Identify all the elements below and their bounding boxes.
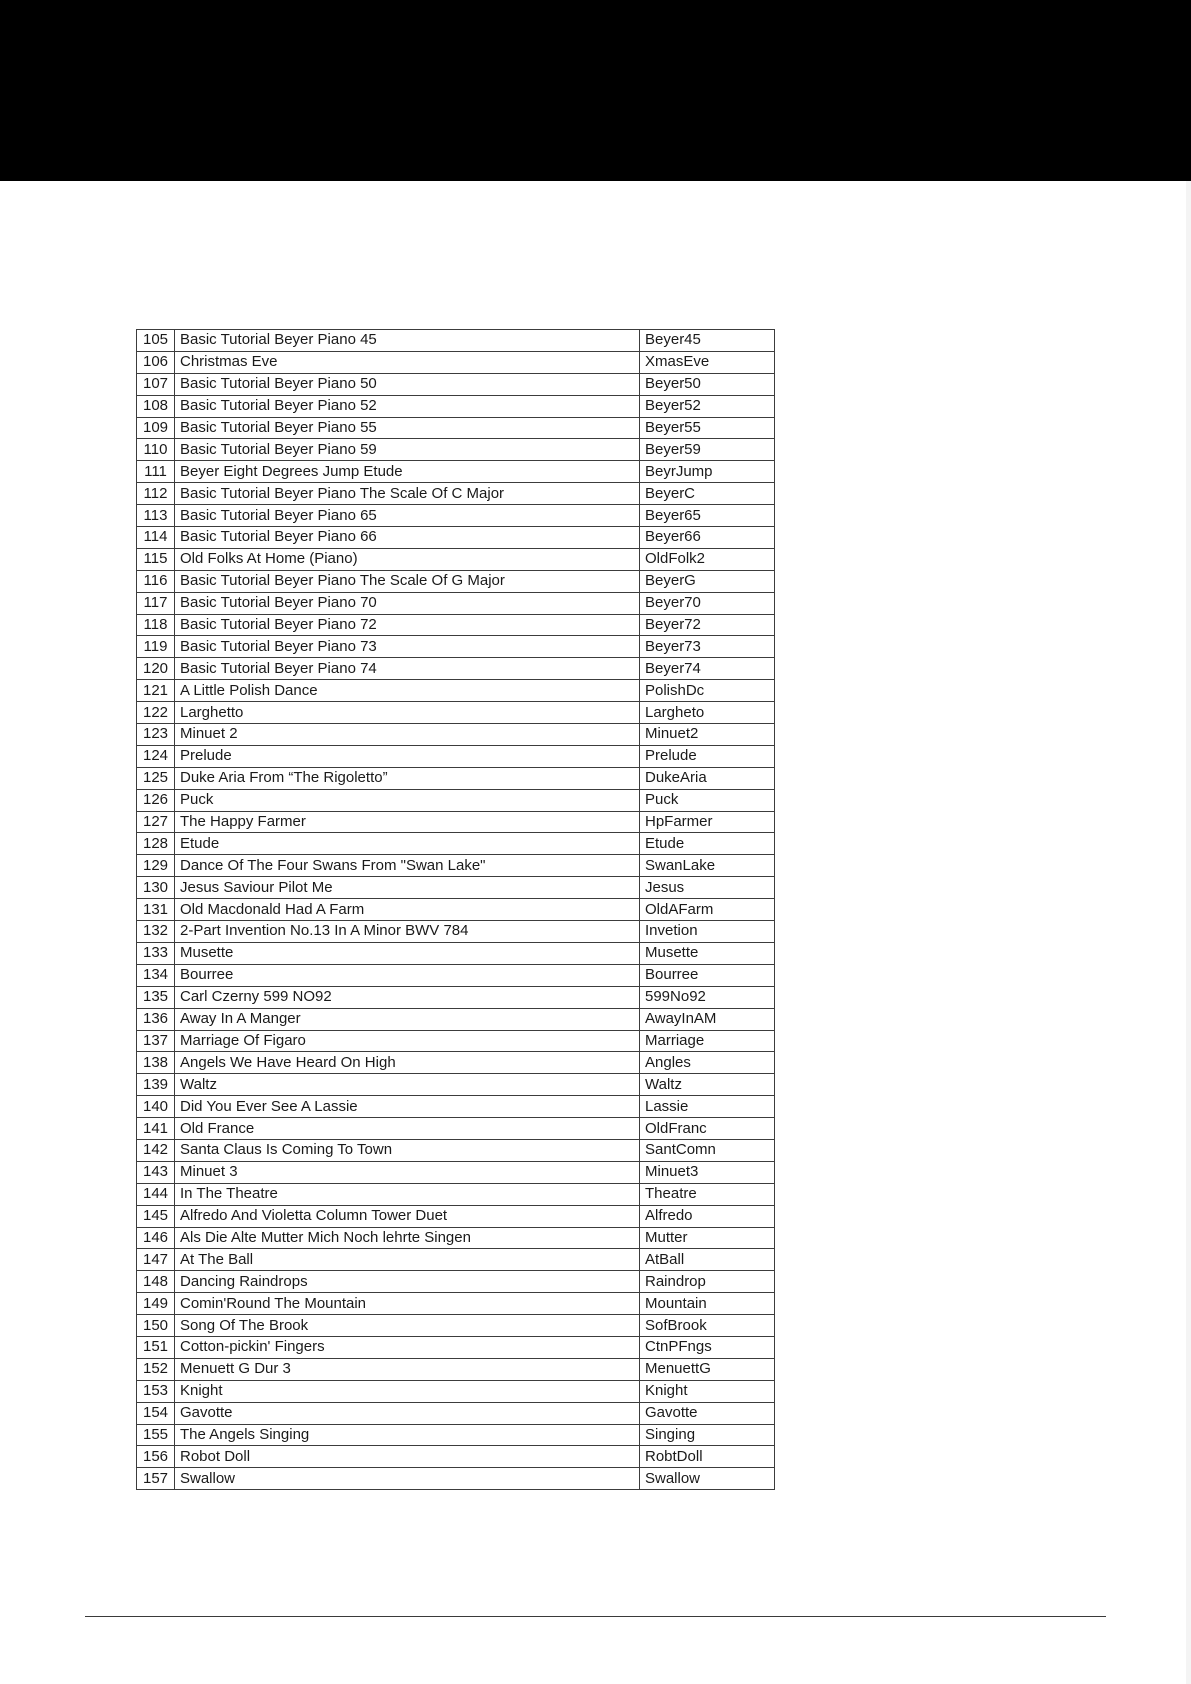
table-row bbox=[137, 789, 775, 811]
song-title: Minuet 2 bbox=[175, 724, 640, 746]
table-row bbox=[137, 1118, 775, 1140]
table-row bbox=[137, 921, 775, 943]
song-short-name: CtnPFngs bbox=[640, 1336, 775, 1358]
table-row bbox=[137, 833, 775, 855]
table-row bbox=[137, 724, 775, 746]
table-row bbox=[137, 1293, 775, 1315]
song-title: Etude bbox=[175, 833, 640, 855]
song-short-name: OldAFarm bbox=[640, 899, 775, 921]
song-short-name: RobtDoll bbox=[640, 1446, 775, 1468]
song-number: 153 bbox=[137, 1380, 175, 1402]
song-short-name: Knight bbox=[640, 1380, 775, 1402]
song-short-name: AwayInAM bbox=[640, 1008, 775, 1030]
table-row bbox=[137, 1030, 775, 1052]
song-title: Basic Tutorial Beyer Piano 74 bbox=[175, 658, 640, 680]
song-short-name: BeyerG bbox=[640, 570, 775, 592]
table-row bbox=[137, 548, 775, 570]
table-row bbox=[137, 461, 775, 483]
song-title: Dancing Raindrops bbox=[175, 1271, 640, 1293]
song-number: 123 bbox=[137, 724, 175, 746]
table-row bbox=[137, 1446, 775, 1468]
song-title: Duke Aria From “The Rigoletto” bbox=[175, 767, 640, 789]
song-number: 139 bbox=[137, 1074, 175, 1096]
song-title: Basic Tutorial Beyer Piano 72 bbox=[175, 614, 640, 636]
song-short-name: Singing bbox=[640, 1424, 775, 1446]
table-row bbox=[137, 527, 775, 549]
song-title: In The Theatre bbox=[175, 1183, 640, 1205]
song-number: 106 bbox=[137, 351, 175, 373]
song-short-name: Minuet2 bbox=[640, 724, 775, 746]
song-short-name: 599No92 bbox=[640, 986, 775, 1008]
song-number: 124 bbox=[137, 745, 175, 767]
song-title: Basic Tutorial Beyer Piano 70 bbox=[175, 592, 640, 614]
table-row bbox=[137, 1052, 775, 1074]
song-number: 148 bbox=[137, 1271, 175, 1293]
song-short-name: Beyer52 bbox=[640, 395, 775, 417]
song-number: 134 bbox=[137, 964, 175, 986]
song-title: Basic Tutorial Beyer Piano 59 bbox=[175, 439, 640, 461]
song-title: Larghetto bbox=[175, 702, 640, 724]
song-title: Prelude bbox=[175, 745, 640, 767]
song-title: Santa Claus Is Coming To Town bbox=[175, 1139, 640, 1161]
song-title: Waltz bbox=[175, 1074, 640, 1096]
song-short-name: PolishDc bbox=[640, 680, 775, 702]
song-title: Basic Tutorial Beyer Piano 66 bbox=[175, 527, 640, 549]
song-title: Christmas Eve bbox=[175, 351, 640, 373]
song-title: Puck bbox=[175, 789, 640, 811]
song-number: 119 bbox=[137, 636, 175, 658]
song-short-name: BeyrJump bbox=[640, 461, 775, 483]
song-short-name: Beyer55 bbox=[640, 417, 775, 439]
table-row bbox=[137, 1227, 775, 1249]
song-title: Old Macdonald Had A Farm bbox=[175, 899, 640, 921]
song-number: 147 bbox=[137, 1249, 175, 1271]
song-short-name: Beyer59 bbox=[640, 439, 775, 461]
table-row bbox=[137, 877, 775, 899]
song-short-name: Beyer73 bbox=[640, 636, 775, 658]
song-short-name: Raindrop bbox=[640, 1271, 775, 1293]
song-number: 151 bbox=[137, 1336, 175, 1358]
song-number: 107 bbox=[137, 373, 175, 395]
table-row bbox=[137, 1402, 775, 1424]
table-row bbox=[137, 614, 775, 636]
song-title: Did You Ever See A Lassie bbox=[175, 1096, 640, 1118]
song-number: 155 bbox=[137, 1424, 175, 1446]
song-number: 156 bbox=[137, 1446, 175, 1468]
song-short-name: Beyer65 bbox=[640, 505, 775, 527]
song-title: At The Ball bbox=[175, 1249, 640, 1271]
song-title: Menuett G Dur 3 bbox=[175, 1358, 640, 1380]
song-number: 112 bbox=[137, 483, 175, 505]
song-title: Song Of The Brook bbox=[175, 1315, 640, 1337]
song-title: Dance Of The Four Swans From "Swan Lake" bbox=[175, 855, 640, 877]
table-row bbox=[137, 1271, 775, 1293]
song-title: Basic Tutorial Beyer Piano 55 bbox=[175, 417, 640, 439]
song-number: 131 bbox=[137, 899, 175, 921]
song-short-name: SwanLake bbox=[640, 855, 775, 877]
table-row bbox=[137, 351, 775, 373]
table-row bbox=[137, 330, 775, 352]
song-number: 154 bbox=[137, 1402, 175, 1424]
song-number: 117 bbox=[137, 592, 175, 614]
song-number: 109 bbox=[137, 417, 175, 439]
table-row bbox=[137, 505, 775, 527]
table-row bbox=[137, 1139, 775, 1161]
song-short-name: XmasEve bbox=[640, 351, 775, 373]
table-row bbox=[137, 636, 775, 658]
song-list-table bbox=[136, 329, 775, 1490]
table-row bbox=[137, 899, 775, 921]
song-number: 118 bbox=[137, 614, 175, 636]
song-short-name: Beyer70 bbox=[640, 592, 775, 614]
table-row bbox=[137, 1468, 775, 1490]
song-title: The Happy Farmer bbox=[175, 811, 640, 833]
song-number: 120 bbox=[137, 658, 175, 680]
table-row bbox=[137, 986, 775, 1008]
song-short-name: Waltz bbox=[640, 1074, 775, 1096]
table-row bbox=[137, 439, 775, 461]
song-short-name: AtBall bbox=[640, 1249, 775, 1271]
song-number: 145 bbox=[137, 1205, 175, 1227]
song-title: Basic Tutorial Beyer Piano The Scale Of G Major bbox=[175, 570, 640, 592]
song-title: Angels We Have Heard On High bbox=[175, 1052, 640, 1074]
page-edge-shading bbox=[1186, 181, 1191, 1684]
song-number: 114 bbox=[137, 527, 175, 549]
song-number: 128 bbox=[137, 833, 175, 855]
song-short-name: DukeAria bbox=[640, 767, 775, 789]
song-short-name: Mutter bbox=[640, 1227, 775, 1249]
song-short-name: BeyerC bbox=[640, 483, 775, 505]
song-title: 2-Part Invention No.13 In A Minor BWV 784 bbox=[175, 921, 640, 943]
song-number: 129 bbox=[137, 855, 175, 877]
table-row bbox=[137, 1205, 775, 1227]
song-number: 130 bbox=[137, 877, 175, 899]
song-title: Basic Tutorial Beyer Piano 73 bbox=[175, 636, 640, 658]
song-number: 144 bbox=[137, 1183, 175, 1205]
song-short-name: Prelude bbox=[640, 745, 775, 767]
table-row bbox=[137, 1380, 775, 1402]
song-number: 126 bbox=[137, 789, 175, 811]
song-number: 141 bbox=[137, 1118, 175, 1140]
song-title: Jesus Saviour Pilot Me bbox=[175, 877, 640, 899]
table-row bbox=[137, 1424, 775, 1446]
song-number: 122 bbox=[137, 702, 175, 724]
song-number: 150 bbox=[137, 1315, 175, 1337]
table-row bbox=[137, 745, 775, 767]
table-row bbox=[137, 680, 775, 702]
song-number: 111 bbox=[137, 461, 175, 483]
song-short-name: Alfredo bbox=[640, 1205, 775, 1227]
table-row bbox=[137, 964, 775, 986]
table-row bbox=[137, 1074, 775, 1096]
song-title: Musette bbox=[175, 942, 640, 964]
song-number: 146 bbox=[137, 1227, 175, 1249]
song-title: The Angels Singing bbox=[175, 1424, 640, 1446]
song-title: Old Folks At Home (Piano) bbox=[175, 548, 640, 570]
table-row bbox=[137, 855, 775, 877]
song-short-name: Beyer66 bbox=[640, 527, 775, 549]
song-title: Cotton-pickin' Fingers bbox=[175, 1336, 640, 1358]
song-title: Bourree bbox=[175, 964, 640, 986]
song-number: 132 bbox=[137, 921, 175, 943]
song-title: Basic Tutorial Beyer Piano The Scale Of C Major bbox=[175, 483, 640, 505]
song-number: 137 bbox=[137, 1030, 175, 1052]
song-short-name: Swallow bbox=[640, 1468, 775, 1490]
song-short-name: SofBrook bbox=[640, 1315, 775, 1337]
song-short-name: Marriage bbox=[640, 1030, 775, 1052]
song-number: 133 bbox=[137, 942, 175, 964]
table-row bbox=[137, 1249, 775, 1271]
song-number: 105 bbox=[137, 330, 175, 352]
table-row bbox=[137, 417, 775, 439]
song-title: Marriage Of Figaro bbox=[175, 1030, 640, 1052]
song-title: Minuet 3 bbox=[175, 1161, 640, 1183]
table-row bbox=[137, 767, 775, 789]
song-number: 108 bbox=[137, 395, 175, 417]
song-number: 135 bbox=[137, 986, 175, 1008]
song-title: Beyer Eight Degrees Jump Etude bbox=[175, 461, 640, 483]
table-row bbox=[137, 1008, 775, 1030]
song-short-name: Jesus bbox=[640, 877, 775, 899]
song-number: 140 bbox=[137, 1096, 175, 1118]
song-title: Comin'Round The Mountain bbox=[175, 1293, 640, 1315]
table-row bbox=[137, 702, 775, 724]
song-title: Robot Doll bbox=[175, 1446, 640, 1468]
table-row bbox=[137, 1183, 775, 1205]
song-short-name: Bourree bbox=[640, 964, 775, 986]
song-title: A Little Polish Dance bbox=[175, 680, 640, 702]
song-title: Gavotte bbox=[175, 1402, 640, 1424]
song-short-name: Lassie bbox=[640, 1096, 775, 1118]
table-row bbox=[137, 942, 775, 964]
song-number: 116 bbox=[137, 570, 175, 592]
table-row bbox=[137, 570, 775, 592]
song-number: 138 bbox=[137, 1052, 175, 1074]
song-title: Carl Czerny 599 NO92 bbox=[175, 986, 640, 1008]
song-number: 143 bbox=[137, 1161, 175, 1183]
song-short-name: SantComn bbox=[640, 1139, 775, 1161]
song-short-name: Puck bbox=[640, 789, 775, 811]
table-row bbox=[137, 395, 775, 417]
song-title: Als Die Alte Mutter Mich Noch lehrte Singen bbox=[175, 1227, 640, 1249]
song-short-name: Beyer72 bbox=[640, 614, 775, 636]
song-short-name: Beyer74 bbox=[640, 658, 775, 680]
song-title: Basic Tutorial Beyer Piano 50 bbox=[175, 373, 640, 395]
table-row bbox=[137, 1336, 775, 1358]
song-title: Alfredo And Violetta Column Tower Duet bbox=[175, 1205, 640, 1227]
song-short-name: Minuet3 bbox=[640, 1161, 775, 1183]
song-number: 125 bbox=[137, 767, 175, 789]
footer-divider bbox=[85, 1616, 1106, 1617]
song-title: Basic Tutorial Beyer Piano 65 bbox=[175, 505, 640, 527]
song-short-name: OldFranc bbox=[640, 1118, 775, 1140]
song-title: Basic Tutorial Beyer Piano 45 bbox=[175, 330, 640, 352]
song-title: Knight bbox=[175, 1380, 640, 1402]
song-short-name: MenuettG bbox=[640, 1358, 775, 1380]
table-row bbox=[137, 1161, 775, 1183]
song-number: 157 bbox=[137, 1468, 175, 1490]
song-number: 121 bbox=[137, 680, 175, 702]
table-row bbox=[137, 1358, 775, 1380]
song-number: 127 bbox=[137, 811, 175, 833]
song-short-name: Mountain bbox=[640, 1293, 775, 1315]
table-row bbox=[137, 811, 775, 833]
song-short-name: Beyer50 bbox=[640, 373, 775, 395]
song-number: 110 bbox=[137, 439, 175, 461]
song-short-name: Theatre bbox=[640, 1183, 775, 1205]
song-number: 152 bbox=[137, 1358, 175, 1380]
table-row bbox=[137, 592, 775, 614]
song-short-name: Gavotte bbox=[640, 1402, 775, 1424]
song-number: 136 bbox=[137, 1008, 175, 1030]
song-short-name: Angles bbox=[640, 1052, 775, 1074]
song-short-name: Etude bbox=[640, 833, 775, 855]
song-number: 149 bbox=[137, 1293, 175, 1315]
song-list-body bbox=[137, 330, 775, 1490]
song-title: Basic Tutorial Beyer Piano 52 bbox=[175, 395, 640, 417]
header-band bbox=[0, 0, 1191, 181]
song-short-name: Musette bbox=[640, 942, 775, 964]
table-row bbox=[137, 658, 775, 680]
table-row bbox=[137, 1315, 775, 1337]
song-short-name: Beyer45 bbox=[640, 330, 775, 352]
table-row bbox=[137, 373, 775, 395]
song-title: Old France bbox=[175, 1118, 640, 1140]
table-row bbox=[137, 1096, 775, 1118]
song-short-name: Invetion bbox=[640, 921, 775, 943]
song-short-name: HpFarmer bbox=[640, 811, 775, 833]
song-short-name: Largheto bbox=[640, 702, 775, 724]
song-number: 113 bbox=[137, 505, 175, 527]
song-short-name: OldFolk2 bbox=[640, 548, 775, 570]
song-number: 115 bbox=[137, 548, 175, 570]
song-title: Away In A Manger bbox=[175, 1008, 640, 1030]
song-number: 142 bbox=[137, 1139, 175, 1161]
song-title: Swallow bbox=[175, 1468, 640, 1490]
table-row bbox=[137, 483, 775, 505]
